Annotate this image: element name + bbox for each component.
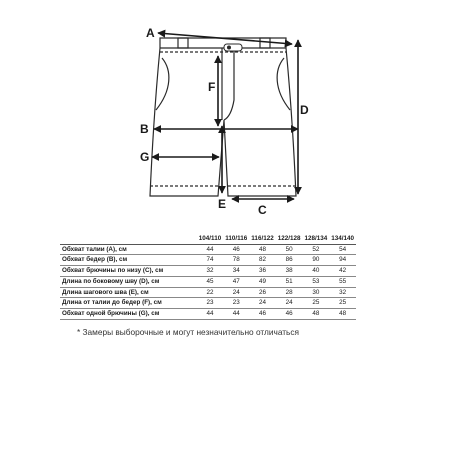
size-header-row	[60, 234, 356, 244]
measurement-name: Длина от талии до бедер (F), см	[60, 298, 197, 309]
table-row	[60, 266, 356, 277]
measurement-value: 25	[329, 298, 356, 309]
measurement-value: 46	[249, 308, 275, 319]
measurement-value: 42	[329, 266, 356, 277]
measurement-value: 86	[276, 255, 303, 266]
measurement-value: 48	[249, 244, 275, 255]
size-header: 116/122	[249, 234, 275, 244]
label-a: A	[146, 26, 155, 40]
table-row	[60, 255, 356, 266]
measurement-value: 32	[329, 287, 356, 298]
measurement-value: 40	[302, 266, 329, 277]
label-e: E	[218, 197, 227, 211]
measurement-value: 53	[302, 276, 329, 287]
measurement-name: Обхват талии (A), см	[60, 244, 197, 255]
measurement-value: 24	[276, 298, 303, 309]
measurement-name: Обхват бедер (B), см	[60, 255, 197, 266]
measurement-value: 24	[249, 298, 275, 309]
measurement-value: 46	[276, 308, 303, 319]
header-blank-cell	[60, 234, 197, 244]
measurement-value: 23	[197, 298, 223, 309]
measurement-value: 90	[302, 255, 329, 266]
waist-button-icon	[224, 44, 242, 51]
size-chart-table	[60, 234, 356, 320]
measurement-value: 25	[302, 298, 329, 309]
label-c: C	[258, 203, 267, 217]
footnote: * Замеры выборочные и могут незначительно отличаться	[77, 327, 300, 337]
measurement-value: 74	[197, 255, 223, 266]
size-table-body	[60, 244, 356, 319]
measurement-name: Длина шагового шва (E), см	[60, 287, 197, 298]
measurement-value: 78	[223, 255, 249, 266]
measurement-value: 47	[223, 276, 249, 287]
label-g: G	[140, 150, 150, 164]
measurement-value: 36	[249, 266, 275, 277]
table-row	[60, 298, 356, 309]
shorts-illustration	[150, 38, 296, 196]
size-header: 134/140	[329, 234, 356, 244]
measurement-value: 46	[223, 244, 249, 255]
table-row	[60, 276, 356, 287]
measurement-value: 22	[197, 287, 223, 298]
label-b: B	[140, 122, 149, 136]
measurement-value: 52	[302, 244, 329, 255]
measurement-value: 28	[276, 287, 303, 298]
measurement-value: 34	[223, 266, 249, 277]
measurement-value: 32	[197, 266, 223, 277]
size-header: 104/110	[197, 234, 223, 244]
measurement-value: 44	[197, 244, 223, 255]
table-row	[60, 244, 356, 255]
size-header: 122/128	[276, 234, 303, 244]
measurement-value: 48	[329, 308, 356, 319]
measurement-value: 26	[249, 287, 275, 298]
measurement-name: Обхват одной брючины (G), см	[60, 308, 197, 319]
measurement-value: 94	[329, 255, 356, 266]
table-row	[60, 308, 356, 319]
measurement-value: 38	[276, 266, 303, 277]
size-header: 128/134	[302, 234, 329, 244]
measurement-name: Обхват брючины по низу (C), см	[60, 266, 197, 277]
measurement-value: 55	[329, 276, 356, 287]
label-d: D	[300, 103, 309, 117]
measurement-arrows	[152, 33, 298, 199]
measurement-value: 44	[197, 308, 223, 319]
measurement-value: 49	[249, 276, 275, 287]
measurement-value: 82	[249, 255, 275, 266]
table-row	[60, 287, 356, 298]
measurement-value: 44	[223, 308, 249, 319]
measurement-name: Длина по боковому шву (D), см	[60, 276, 197, 287]
measurement-value: 50	[276, 244, 303, 255]
measurement-value: 48	[302, 308, 329, 319]
measurement-value: 30	[302, 287, 329, 298]
measurement-value: 51	[276, 276, 303, 287]
measurement-value: 54	[329, 244, 356, 255]
size-header: 110/116	[223, 234, 249, 244]
measurement-value: 45	[197, 276, 223, 287]
label-f: F	[208, 80, 216, 94]
measurement-value: 23	[223, 298, 249, 309]
measurement-value: 24	[223, 287, 249, 298]
